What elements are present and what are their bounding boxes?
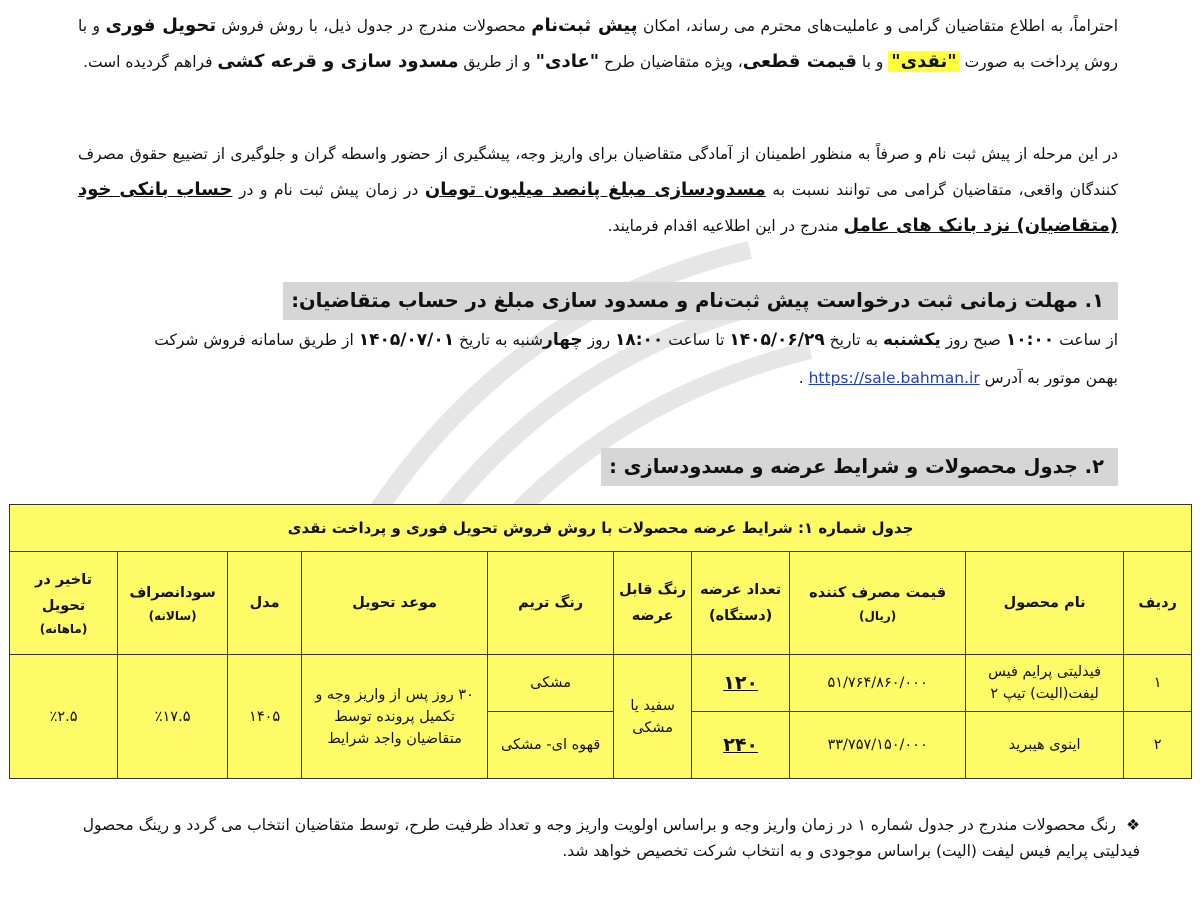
- table-caption: جدول شماره ۱: شرایط عرضه محصولات با روش فروش تحویل فوری و پرداخت نقدی: [10, 505, 1192, 552]
- header-row-number: ردیف: [1124, 552, 1192, 655]
- intro-paragraph-2: در این مرحله از پیش ثبت نام و صرفاً به منظور اطمینان از آمادگی متقاضیان برای واریز وجه، پیشگیری از حضور واسطه گران و جلوگیری از تضییع حقوق مصرف کنندگان واقعی، متقاضیان گرامی می توانند نسبت به مسدودسازی مبلغ پانصد میلیون تومان در زمان پیش ثبت نام و در حساب بانکی خود (متقاضیان) نزد بانک های عامل مندرج در این اطلاعیه اقدام فرمایند.: [78, 145, 1118, 236]
- model-year: ۱۴۰۵: [228, 655, 302, 779]
- product-trim: قهوه ای- مشکی: [488, 712, 614, 779]
- intro-paragraph-1: احتراماً، به اطلاع متقاضیان گرامی و عاملیت‌های محترم می رساند، امکان پیش ثبت‌نام محصولات مندرج در جدول ذیل، با روش فروش تحویل فوری و با روش پرداخت به صورت "نقدی" و با قیمت قطعی، ویژه متقاضیان طرح "عادی" و از طریق مسدود سازی و قرعه کشی فراهم گردیده است.: [78, 15, 1118, 72]
- delivery-time: ۳۰ روز پس از واریز وجه و تکمیل پرونده توسط متقاضیان واجد شرایط: [302, 655, 488, 779]
- delivery-delay-penalty: ٪۲.۵: [10, 655, 118, 779]
- diamond-bullet-icon: ❖: [1126, 816, 1140, 834]
- header-price: قیمت مصرف کننده (ریال): [790, 552, 966, 655]
- products-table: [9, 504, 1192, 779]
- section-1-line-1: از ساعت ۱۰:۰۰ صبح روز یکشنبه به تاریخ ۱۴۰۵/۰۶/۲۹ تا ساعت ۱۸:۰۰ روز چهارشنبه به تاریخ ۱۴۰۵/۰۷/۰۱ از طریق سامانه فروش شرکت: [154, 330, 1118, 350]
- color-note: [70, 812, 1140, 864]
- product-price: ۳۳/۷۵۷/۱۵۰/۰۰۰: [790, 712, 966, 779]
- header-quantity: تعداد عرضه (دستگاه): [692, 552, 790, 655]
- product-trim: مشکی: [488, 655, 614, 712]
- header-product: نام محصول: [966, 552, 1124, 655]
- header-delivery: موعد تحویل: [302, 552, 488, 655]
- product-quantity: ۱۲۰: [692, 655, 790, 712]
- section-2-heading: ۲. جدول محصولات و شرایط عرضه و مسدودسازی :: [601, 448, 1118, 486]
- product-quantity: ۲۴۰: [692, 712, 790, 779]
- product-name: اینوی هیبرید: [966, 712, 1124, 779]
- section-1-heading: ۱. مهلت زمانی ثبت درخواست پیش ثبت‌نام و مسدود سازی مبلغ در حساب متقاضیان:: [283, 282, 1118, 320]
- header-delay: تاخیر در تحویل (ماهانه): [10, 552, 118, 655]
- product-price: ۵۱/۷۶۴/۸۶۰/۰۰۰: [790, 655, 966, 712]
- sale-site-link[interactable]: https://sale.bahman.ir: [808, 369, 980, 387]
- row-number: ۱: [1124, 655, 1192, 712]
- note-text: رنگ محصولات مندرج در جدول شماره ۱ در زمان واریز وجه و براساس اولویت واریز وجه و تعداد ظرفیت طرح، توسط متقاضیان انتخاب می گردد و رینگ محصول فیدلیتی پرایم فیس لیفت (الیت) براساس موجودی و به انتخاب شرکت تخصیص خواهد شد.: [82, 816, 1140, 860]
- table-row: [10, 655, 1192, 712]
- product-name: فیدلیتی پرایم فیس لیفت(الیت) تیپ ۲: [966, 655, 1124, 712]
- row-number: ۲: [1124, 712, 1192, 779]
- header-color: رنگ قابل عرضه: [614, 552, 692, 655]
- header-model: مدل: [228, 552, 302, 655]
- section-1-line-2: بهمن موتور به آدرس https://sale.bahman.ir .: [798, 369, 1118, 387]
- header-trim: رنگ تریم: [488, 552, 614, 655]
- header-profit: سودانصراف (سالانه): [118, 552, 228, 655]
- cancellation-profit: ٪۱۷.۵: [118, 655, 228, 779]
- product-color: سفید یا مشکی: [614, 655, 692, 779]
